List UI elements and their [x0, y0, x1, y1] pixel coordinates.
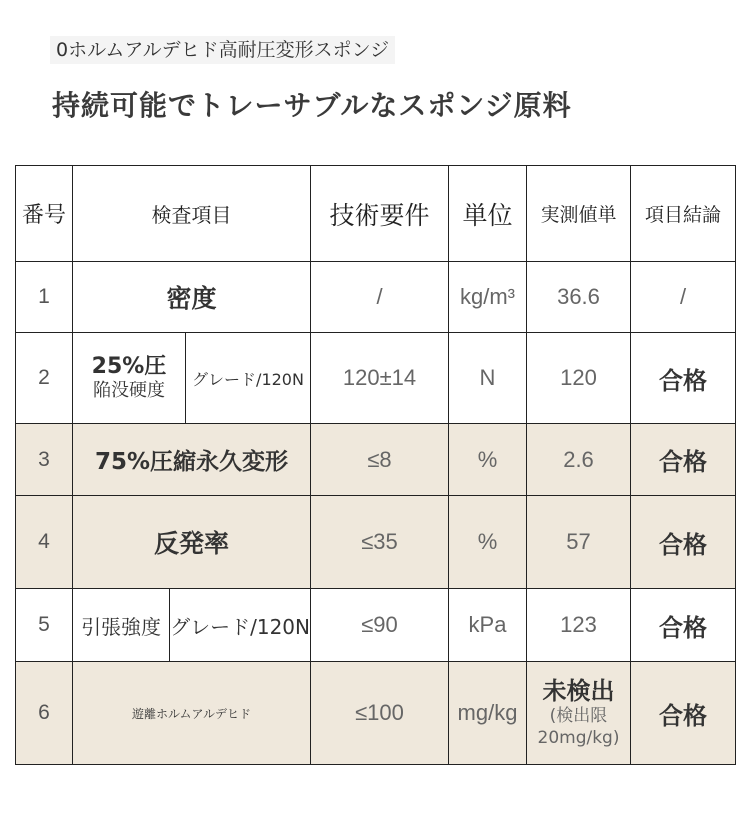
item-grade: グレード/120N [170, 614, 310, 639]
item-grade: グレード/120N [192, 369, 304, 389]
row-unit: kg/m³ [449, 262, 527, 333]
header-unit: 単位 [449, 166, 527, 262]
row-number: 3 [16, 424, 73, 496]
row-result: 合格 [631, 589, 736, 662]
table-row [16, 496, 736, 589]
row-number: 1 [16, 262, 73, 333]
row-item: 75%圧縮永久変形 [73, 424, 311, 496]
row-measured: 36.6 [527, 262, 631, 333]
row-item [73, 589, 311, 662]
row-requirement: / [311, 262, 449, 333]
subtitle: 0ホルムアルデヒド高耐圧変形スポンジ [50, 36, 395, 64]
row-item: 密度 [73, 262, 311, 333]
row-number: 5 [16, 589, 73, 662]
row-requirement: ≤100 [311, 662, 449, 765]
row-result: 合格 [631, 333, 736, 424]
page-title: 持続可能でトレーサブルなスポンジ原料 [52, 89, 572, 122]
row-requirement: ≤35 [311, 496, 449, 589]
row-measured: 2.6 [527, 424, 631, 496]
table-row [16, 662, 736, 765]
header-requirement: 技術要件 [311, 166, 449, 262]
table-row [16, 262, 736, 333]
row-result: / [631, 262, 736, 333]
header-result: 項目結論 [631, 166, 736, 262]
header-item: 検査項目 [73, 166, 311, 262]
row-requirement: 120±14 [311, 333, 449, 424]
row-requirement: ≤90 [311, 589, 449, 662]
measured-line-3: 20mg/kg) [537, 728, 620, 748]
row-number: 2 [16, 333, 73, 424]
header-no: 番号 [16, 166, 73, 262]
measured-line-1: 未検出 [542, 677, 615, 705]
table-row [16, 424, 736, 496]
inspection-table [15, 165, 736, 765]
table-header-row [16, 166, 736, 262]
table-row [16, 589, 736, 662]
row-unit: % [449, 424, 527, 496]
row-result: 合格 [631, 662, 736, 765]
item-line-1: 25%圧 [91, 354, 167, 379]
row-number: 6 [16, 662, 73, 765]
row-unit: N [449, 333, 527, 424]
table-row [16, 333, 736, 424]
row-unit: mg/kg [449, 662, 527, 765]
item-line-2: 陥没硬度 [93, 380, 165, 401]
row-item: 遊離ホルムアルデヒド [73, 662, 311, 765]
row-measured: 123 [527, 589, 631, 662]
item-main: 引張強度 [81, 614, 162, 639]
row-item [73, 333, 311, 424]
row-item: 反発率 [73, 496, 311, 589]
row-measured [527, 662, 631, 765]
row-unit: % [449, 496, 527, 589]
row-number: 4 [16, 496, 73, 589]
row-result: 合格 [631, 496, 736, 589]
row-unit: kPa [449, 589, 527, 662]
row-measured: 57 [527, 496, 631, 589]
measured-line-2: (検出限 [549, 706, 608, 726]
row-requirement: ≤8 [311, 424, 449, 496]
row-result: 合格 [631, 424, 736, 496]
header-measured: 実測値単 [527, 166, 631, 262]
row-measured: 120 [527, 333, 631, 424]
